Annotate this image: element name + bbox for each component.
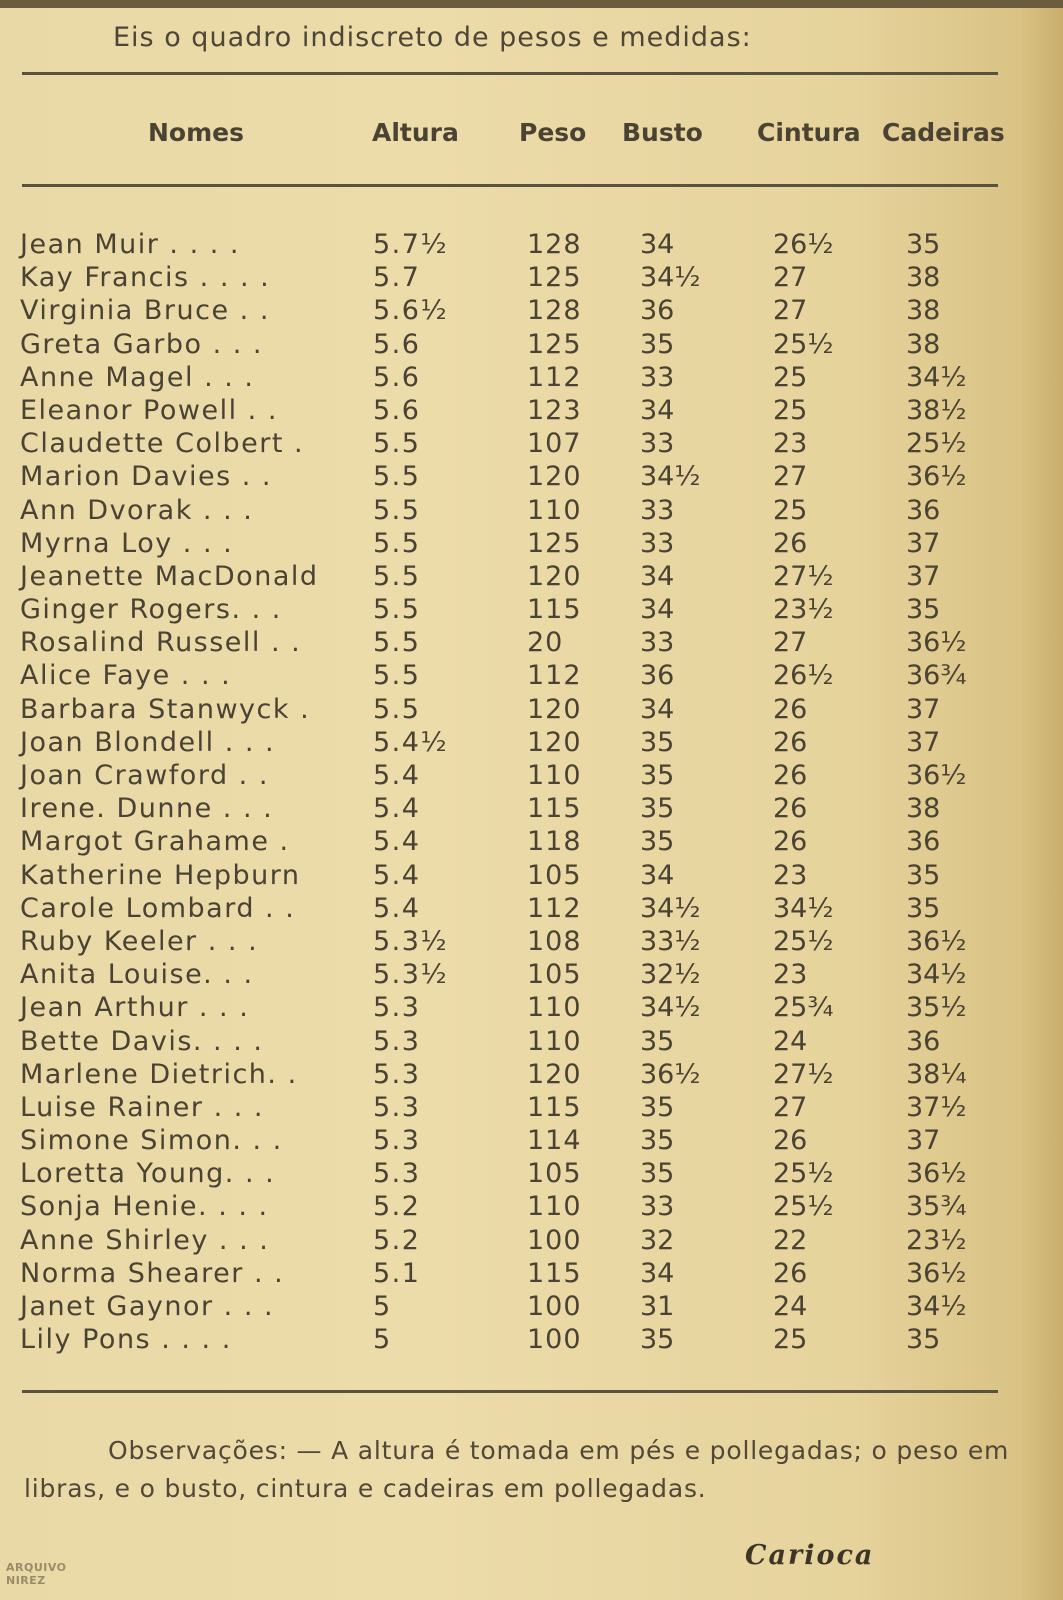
cell-cintura: 23 [773, 428, 808, 460]
cell-peso: 112 [527, 361, 582, 393]
cell-cadeiras: 37 [906, 726, 941, 758]
table-row [0, 1157, 1063, 1190]
cell-busto: 35 [640, 760, 675, 791]
intro-text: Eis o quadro indiscreto de pesos e medidas: [113, 22, 752, 53]
cell-nome: Rosalind Russell . . [20, 627, 302, 659]
cell-altura: 5.6 [373, 394, 421, 426]
cell-cintura: 26 [773, 726, 808, 758]
cell-cintura: 26 [773, 826, 808, 858]
cell-cadeiras: 36 [906, 494, 941, 526]
cell-nome: Jeanette MacDonald [20, 560, 319, 592]
cell-nome: Lily Pons . . . . [20, 1324, 232, 1356]
cell-busto: 34 [640, 560, 675, 592]
header-cadeiras: Cadeiras [882, 118, 1005, 147]
table-row [0, 958, 1063, 991]
cell-nome: Ruby Keeler . . . [20, 925, 259, 957]
cell-altura: 5.3 [373, 1158, 421, 1190]
cell-peso: 110 [527, 494, 582, 526]
cell-cadeiras: 25½ [906, 428, 967, 460]
table-row [0, 726, 1063, 759]
cell-busto: 34½ [640, 992, 701, 1024]
cell-cadeiras: 35 [906, 892, 941, 924]
cell-peso: 110 [527, 1025, 582, 1057]
cell-busto: 33 [640, 494, 675, 526]
cell-nome: Loretta Young. . . [20, 1158, 276, 1190]
observations-note [24, 1432, 1024, 1508]
cell-cadeiras: 36½ [906, 1257, 967, 1289]
cell-cintura: 25 [773, 1324, 808, 1356]
cell-cintura: 26 [773, 693, 808, 725]
cell-peso: 105 [527, 1158, 582, 1190]
cell-altura: 5.3½ [373, 959, 449, 991]
cell-peso: 118 [527, 826, 582, 858]
cell-nome: Norma Shearer . . [20, 1257, 285, 1289]
cell-altura: 5.4 [373, 892, 421, 924]
table-row [0, 1290, 1063, 1323]
cell-cadeiras: 35 [906, 229, 941, 260]
archive-line-2: NIREZ [6, 1574, 46, 1587]
cell-peso: 115 [527, 594, 582, 626]
cell-cadeiras: 36½ [906, 1158, 967, 1190]
cell-altura: 5 [373, 1324, 392, 1356]
table-row [0, 228, 1063, 261]
cell-cadeiras: 34½ [906, 1291, 967, 1322]
cell-busto: 33 [640, 428, 675, 460]
cell-peso: 114 [527, 1125, 582, 1157]
cell-busto: 35 [640, 826, 675, 858]
table-row [0, 1091, 1063, 1124]
cell-peso: 100 [527, 1224, 582, 1256]
cell-cintura: 23½ [773, 594, 834, 626]
cell-cadeiras: 35 [906, 594, 941, 626]
cell-busto: 36½ [640, 1058, 701, 1090]
cell-nome: Bette Davis. . . . [20, 1025, 264, 1057]
cell-cadeiras: 37 [906, 693, 941, 725]
cell-altura: 5 [373, 1291, 392, 1322]
cell-peso: 123 [527, 394, 582, 426]
cell-cintura: 25¾ [773, 992, 834, 1024]
cell-altura: 5.5 [373, 494, 421, 526]
cell-busto: 35 [640, 1025, 675, 1057]
cell-peso: 105 [527, 859, 582, 891]
cell-peso: 100 [527, 1324, 582, 1356]
header-busto: Busto [622, 118, 703, 147]
cell-peso: 120 [527, 560, 582, 592]
cell-peso: 115 [527, 1091, 582, 1123]
cell-cadeiras: 35 [906, 859, 941, 891]
table-row [0, 892, 1063, 925]
cell-nome: Kay Francis . . . . [20, 262, 271, 294]
cell-cadeiras: 35 [906, 1324, 941, 1356]
archive-line-1: ARQUIVO [6, 1561, 67, 1574]
cell-cadeiras: 38 [906, 793, 941, 825]
header-altura: Altura [372, 118, 459, 147]
cell-cadeiras: 23½ [906, 1224, 967, 1256]
table-row [0, 361, 1063, 394]
cell-busto: 35 [640, 1324, 675, 1356]
cell-altura: 5.4 [373, 859, 421, 891]
cell-cintura: 25½ [773, 1158, 834, 1190]
cell-peso: 120 [527, 461, 582, 493]
header-cintura: Cintura [757, 118, 861, 147]
table-row [0, 626, 1063, 659]
cell-cintura: 27 [773, 1091, 808, 1123]
cell-nome: Jean Muir . . . . [20, 229, 240, 260]
cell-peso: 105 [527, 959, 582, 991]
table-row [0, 1058, 1063, 1091]
header-peso: Peso [519, 118, 587, 147]
cell-cadeiras: 38 [906, 328, 941, 360]
measurements-table [0, 228, 1063, 1356]
cell-cintura: 25 [773, 494, 808, 526]
table-row [0, 759, 1063, 792]
cell-altura: 5.5 [373, 627, 421, 659]
cell-cadeiras: 35¾ [906, 1191, 967, 1223]
cell-busto: 31 [640, 1291, 675, 1322]
cell-altura: 5.3 [373, 1125, 421, 1157]
cell-altura: 5.5 [373, 660, 421, 692]
cell-busto: 35 [640, 1125, 675, 1157]
cell-peso: 112 [527, 892, 582, 924]
cell-cintura: 26½ [773, 660, 834, 692]
cell-altura: 5.5 [373, 693, 421, 725]
cell-cintura: 27 [773, 461, 808, 493]
cell-busto: 34½ [640, 461, 701, 493]
cell-nome: Marlene Dietrich. . [20, 1058, 298, 1090]
table-row [0, 261, 1063, 294]
cell-cadeiras: 37 [906, 560, 941, 592]
table-row [0, 593, 1063, 626]
cell-cintura: 24 [773, 1025, 808, 1057]
cell-altura: 5.1 [373, 1257, 421, 1289]
divider-top [22, 72, 998, 75]
cell-cintura: 27 [773, 295, 808, 327]
cell-nome: Luise Rainer . . . [20, 1091, 264, 1123]
cell-cadeiras: 36½ [906, 627, 967, 659]
cell-peso: 125 [527, 328, 582, 360]
cell-cintura: 26 [773, 793, 808, 825]
cell-nome: Katherine Hepburn [20, 859, 301, 891]
cell-peso: 100 [527, 1291, 582, 1322]
cell-peso: 128 [527, 295, 582, 327]
cell-busto: 33 [640, 527, 675, 559]
cell-cintura: 25 [773, 394, 808, 426]
cell-altura: 5.5 [373, 527, 421, 559]
cell-nome: Anne Magel . . . [20, 361, 255, 393]
cell-altura: 5.3 [373, 1025, 421, 1057]
cell-nome: Simone Simon. . . [20, 1125, 283, 1157]
cell-altura: 5.3½ [373, 925, 449, 957]
cell-peso: 120 [527, 726, 582, 758]
table-row [0, 427, 1063, 460]
cell-altura: 5.2 [373, 1191, 421, 1223]
cell-busto: 33 [640, 1191, 675, 1223]
cell-cadeiras: 36 [906, 826, 941, 858]
cell-altura: 5.3 [373, 992, 421, 1024]
observations-text: Observações: — A altura é tomada em pés e pollegadas; o peso em libras, e o busto, cintura e cadeiras em pollegadas. [24, 1436, 1010, 1503]
cell-peso: 107 [527, 428, 582, 460]
cell-cintura: 27½ [773, 560, 834, 592]
cell-altura: 5.5 [373, 594, 421, 626]
cell-cintura: 26 [773, 1125, 808, 1157]
cell-busto: 35 [640, 726, 675, 758]
cell-cintura: 25½ [773, 1191, 834, 1223]
cell-peso: 115 [527, 793, 582, 825]
cell-busto: 36 [640, 295, 675, 327]
cell-cadeiras: 37½ [906, 1091, 967, 1123]
cell-nome: Ginger Rogers. . . [20, 594, 282, 626]
cell-cadeiras: 38½ [906, 394, 967, 426]
cell-cintura: 25½ [773, 925, 834, 957]
cell-nome: Janet Gaynor . . . [20, 1291, 275, 1322]
cell-nome: Joan Blondell . . . [20, 726, 276, 758]
cell-peso: 110 [527, 1191, 582, 1223]
table-row [0, 792, 1063, 825]
cell-nome: Margot Grahame . [20, 826, 290, 858]
cell-busto: 35 [640, 328, 675, 360]
table-row [0, 560, 1063, 593]
cell-altura: 5.7½ [373, 229, 449, 260]
cell-altura: 5.6 [373, 328, 421, 360]
header-nomes: Nomes [148, 118, 244, 147]
cell-peso: 110 [527, 992, 582, 1024]
cell-cintura: 25½ [773, 328, 834, 360]
cell-cintura: 25 [773, 361, 808, 393]
table-row [0, 294, 1063, 327]
cell-peso: 120 [527, 1058, 582, 1090]
cell-altura: 5.5 [373, 428, 421, 460]
cell-altura: 5.5 [373, 461, 421, 493]
cell-cintura: 26½ [773, 229, 834, 260]
cell-nome: Myrna Loy . . . [20, 527, 234, 559]
cell-cadeiras: 34½ [906, 959, 967, 991]
cell-cintura: 23 [773, 859, 808, 891]
cell-cintura: 27 [773, 262, 808, 294]
cell-cintura: 27½ [773, 1058, 834, 1090]
table-row [0, 527, 1063, 560]
cell-nome: Joan Crawford . . [20, 760, 269, 791]
cell-busto: 33 [640, 361, 675, 393]
cell-nome: Claudette Colbert . [20, 428, 305, 460]
cell-cintura: 23 [773, 959, 808, 991]
cell-busto: 33 [640, 627, 675, 659]
cell-nome: Sonja Henie. . . . [20, 1191, 269, 1223]
table-row [0, 825, 1063, 858]
cell-nome: Alice Faye . . . [20, 660, 232, 692]
divider-header [22, 184, 998, 187]
table-row [0, 925, 1063, 958]
cell-busto: 35 [640, 1158, 675, 1190]
cell-busto: 34½ [640, 262, 701, 294]
cell-cadeiras: 38 [906, 262, 941, 294]
cell-cadeiras: 36 [906, 1025, 941, 1057]
cell-busto: 35 [640, 793, 675, 825]
cell-busto: 34 [640, 594, 675, 626]
cell-altura: 5.7 [373, 262, 421, 294]
top-border [0, 0, 1063, 8]
cell-cadeiras: 35½ [906, 992, 967, 1024]
cell-altura: 5.6 [373, 361, 421, 393]
table-row [0, 859, 1063, 892]
cell-altura: 5.5 [373, 560, 421, 592]
cell-cadeiras: 36½ [906, 925, 967, 957]
cell-busto: 36 [640, 660, 675, 692]
cell-cintura: 24 [773, 1291, 808, 1322]
cell-cadeiras: 36½ [906, 760, 967, 791]
table-row [0, 1224, 1063, 1257]
table-row [0, 1124, 1063, 1157]
cell-peso: 112 [527, 660, 582, 692]
cell-cadeiras: 38 [906, 295, 941, 327]
cell-busto: 33½ [640, 925, 701, 957]
cell-cintura: 22 [773, 1224, 808, 1256]
archive-stamp [6, 1561, 67, 1587]
table-row [0, 1257, 1063, 1290]
cell-busto: 34 [640, 229, 675, 260]
table-row [0, 1323, 1063, 1356]
cell-cadeiras: 36¾ [906, 660, 967, 692]
cell-busto: 35 [640, 1091, 675, 1123]
cell-cadeiras: 38¼ [906, 1058, 967, 1090]
cell-peso: 120 [527, 693, 582, 725]
cell-altura: 5.4 [373, 826, 421, 858]
table-row [0, 1025, 1063, 1058]
table-row [0, 460, 1063, 493]
cell-busto: 32½ [640, 959, 701, 991]
table-row [0, 693, 1063, 726]
cell-altura: 5.6½ [373, 295, 449, 327]
divider-bottom [22, 1390, 998, 1393]
cell-nome: Marion Davies . . [20, 461, 272, 493]
cell-peso: 20 [527, 627, 564, 659]
cell-cintura: 26 [773, 527, 808, 559]
table-row [0, 328, 1063, 361]
cell-altura: 5.4 [373, 793, 421, 825]
cell-peso: 115 [527, 1257, 582, 1289]
cell-nome: Jean Arthur . . . [20, 992, 250, 1024]
cell-altura: 5.2 [373, 1224, 421, 1256]
cell-nome: Anita Louise. . . [20, 959, 254, 991]
cell-nome: Virginia Bruce . . [20, 295, 270, 327]
cell-altura: 5.4½ [373, 726, 449, 758]
cell-altura: 5.3 [373, 1091, 421, 1123]
cell-busto: 34 [640, 394, 675, 426]
cell-cadeiras: 36½ [906, 461, 967, 493]
table-row [0, 659, 1063, 692]
cell-busto: 34 [640, 693, 675, 725]
cell-nome: Ann Dvorak . . . [20, 494, 254, 526]
cell-peso: 125 [527, 262, 582, 294]
cell-nome: Eleanor Powell . . [20, 394, 278, 426]
cell-altura: 5.4 [373, 760, 421, 791]
cell-cadeiras: 37 [906, 527, 941, 559]
table-row [0, 991, 1063, 1024]
cell-busto: 32 [640, 1224, 675, 1256]
cell-nome: Anne Shirley . . . [20, 1224, 270, 1256]
cell-cintura: 27 [773, 627, 808, 659]
cell-peso: 110 [527, 760, 582, 791]
table-row [0, 1190, 1063, 1223]
cell-nome: Carole Lombard . . [20, 892, 296, 924]
cell-peso: 128 [527, 229, 582, 260]
cell-cintura: 26 [773, 760, 808, 791]
cell-cintura: 34½ [773, 892, 834, 924]
cell-cintura: 26 [773, 1257, 808, 1289]
cell-nome: Barbara Stanwyck . [20, 693, 311, 725]
cell-cadeiras: 34½ [906, 361, 967, 393]
cell-busto: 34 [640, 1257, 675, 1289]
table-row [0, 394, 1063, 427]
cell-cadeiras: 37 [906, 1125, 941, 1157]
cell-altura: 5.3 [373, 1058, 421, 1090]
cell-nome: Greta Garbo . . . [20, 328, 263, 360]
cell-nome: Irene. Dunne . . . [20, 793, 274, 825]
signature-logo: Carioca [745, 1540, 875, 1571]
cell-busto: 34½ [640, 892, 701, 924]
cell-peso: 108 [527, 925, 582, 957]
cell-busto: 34 [640, 859, 675, 891]
table-row [0, 494, 1063, 527]
cell-peso: 125 [527, 527, 582, 559]
